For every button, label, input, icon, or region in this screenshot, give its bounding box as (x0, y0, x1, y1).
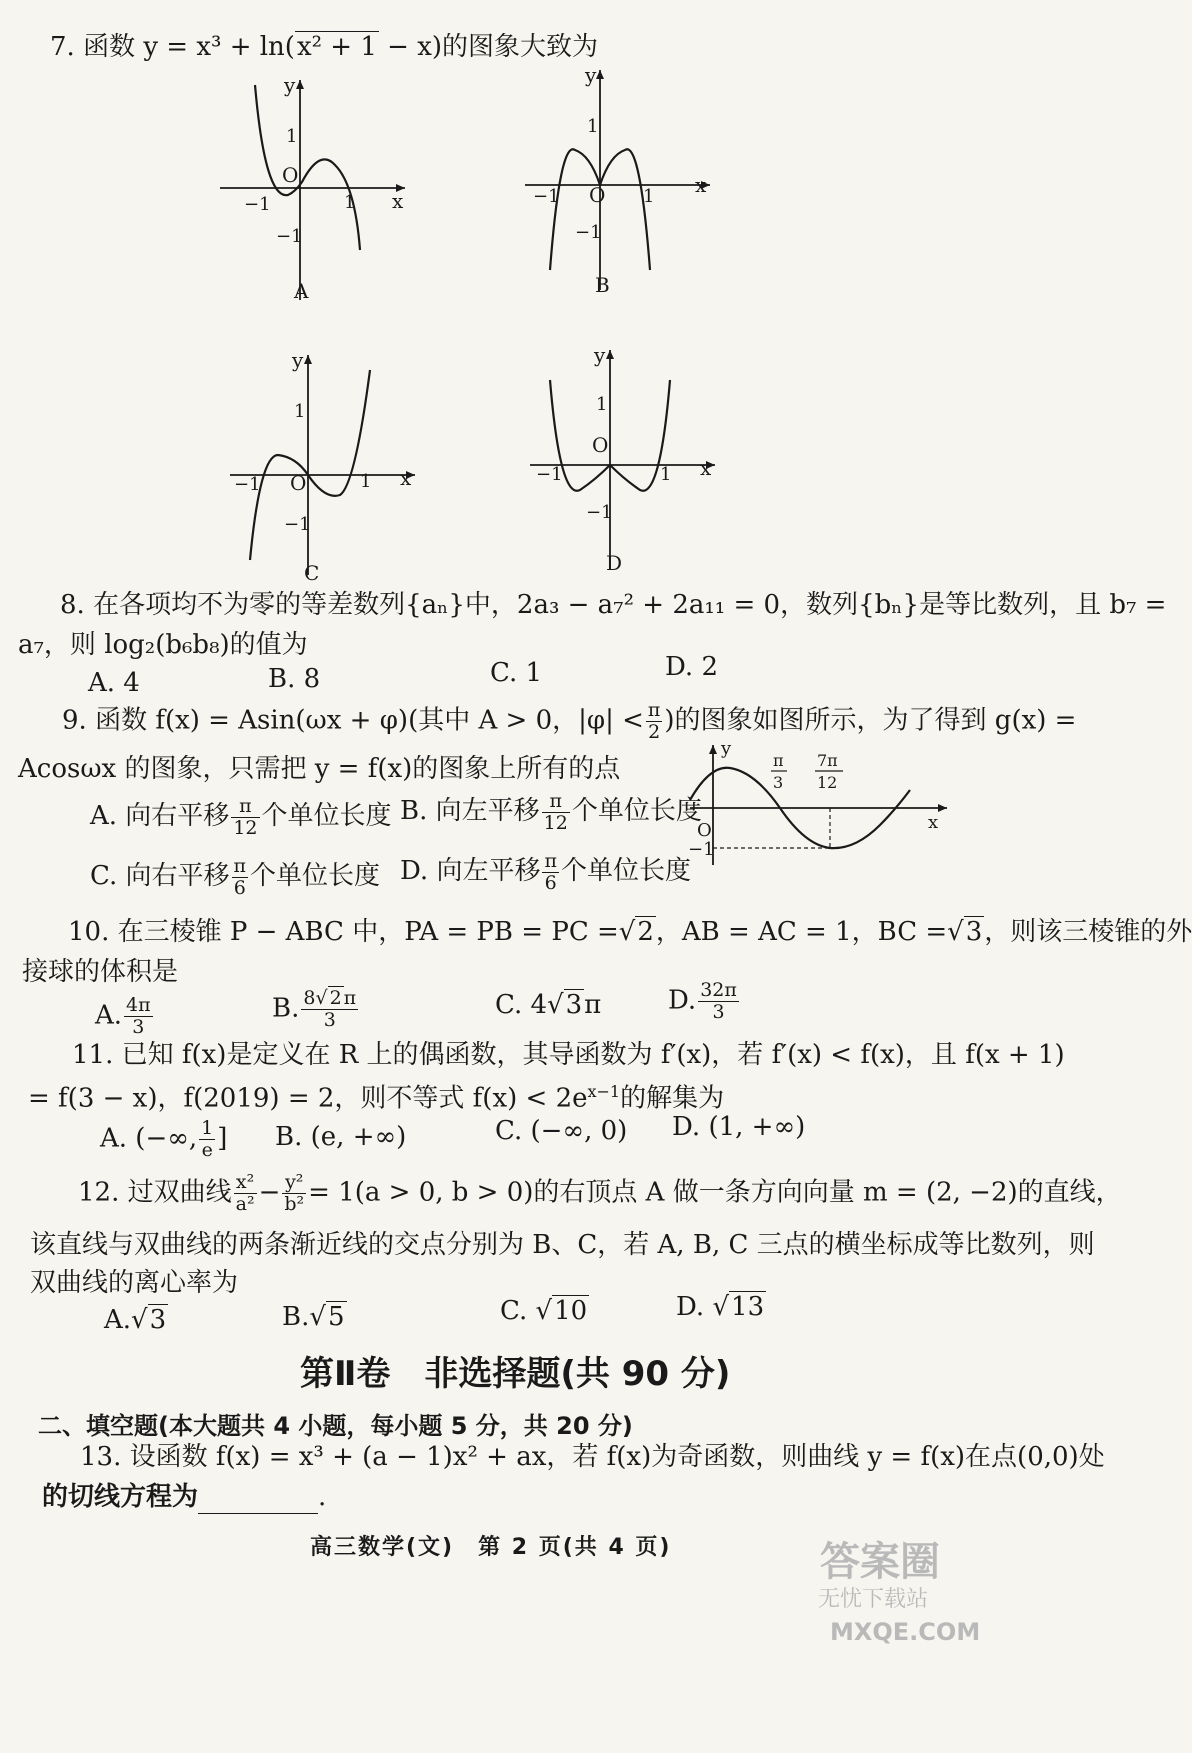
question-11-line1: 11. 已知 f(x)是定义在 R 上的偶函数，其导函数为 f′(x)，若 f′(x) < f(x)，且 f(x + 1) (72, 1040, 1065, 1070)
q12-option-c: C. √10 (500, 1296, 588, 1326)
q11-option-a: A. (−∞, $\frac{1}{e}$ ] (100, 1117, 228, 1161)
tick-label: −1 (536, 464, 563, 485)
graph-label-c: C (304, 561, 320, 585)
graph-c (220, 345, 420, 585)
q9-option-d: D. 向左平移 $\frac{\pi}{6}$ 个单位长度 (400, 849, 691, 894)
fill-in-header: 二、填空题(本大题共 4 小题，每小题 5 分，共 20 分) (38, 1412, 633, 1440)
q11-option-c: C. (−∞, 0) (495, 1116, 628, 1146)
question-10-line2: 接球的体积是 (22, 957, 179, 987)
tick-label: 1 (643, 186, 655, 207)
origin-label: O (697, 820, 712, 841)
q10-option-b: B. $\frac{8√ 2 \pi}{3}$ (272, 987, 357, 1031)
axis-x-label: x (928, 812, 939, 833)
origin-label: O (592, 433, 609, 457)
tick-label: 1 (596, 394, 608, 415)
q10-option-d: D. $\frac{32\pi}{3}$ (668, 979, 737, 1023)
q10-option-c: C. 4√3π (495, 990, 602, 1020)
tick-label: 1 (344, 192, 356, 213)
question-12-line1: 12. 过双曲线 $\frac{\text{x²}}{\text{a²}}$ − $\frac{\text{y²}}{\text{b²}}$ = 1(a > 0, b > 0)的右顶点 A 做一条方向向量 m = (2, −2)的直线， (78, 1171, 1122, 1215)
graph-label-d: D (606, 551, 623, 575)
graph-label-a: A (294, 279, 309, 303)
tick-label: −1 (244, 194, 271, 215)
question-13-line1: 13. 设函数 f(x) = x³ + (a − 1)x² + ax，若 f(x)为奇函数，则曲线 y = f(x)在点(0,0)处 (80, 1442, 1105, 1472)
q9-option-c: C. 向右平移 $\frac{\pi}{6}$ 个单位长度 (90, 854, 381, 899)
tick-label: −1 (533, 186, 560, 207)
axis-y-label: y (585, 63, 597, 87)
page-footer: 高三数学(文) 第 2 页(共 4 页) (310, 1535, 672, 1560)
question-13-line2: 的切线方程为 . (42, 1482, 327, 1512)
axis-y-label: y (292, 348, 304, 372)
graph-d (520, 340, 720, 580)
q8-option-d: D. 2 (665, 652, 718, 682)
question-8-line2: a₇，则 log₂(b₆b₈)的值为 (18, 630, 308, 660)
origin-label: O (290, 471, 307, 495)
axis-x-label: x (695, 173, 707, 197)
origin-label: O (282, 163, 299, 187)
q11-option-b: B. (e, +∞) (275, 1122, 407, 1152)
tick-label: −1 (688, 839, 715, 860)
question-10-line1: 10. 在三棱锥 P − ABC 中，PA = PB = PC =√2，AB = AC = 1，BC =√3，则该三棱锥的外 (68, 917, 1192, 947)
tick-label: 1 (294, 401, 306, 422)
axis-x-label: x (400, 466, 412, 490)
q8-option-a: A. 4 (88, 668, 140, 698)
q8-option-c: C. 1 (490, 658, 543, 688)
origin-label: O (589, 183, 606, 207)
question-12-line2: 该直线与双曲线的两条渐近线的交点分别为 B、C，若 A, B, C 三点的横坐标成等比数列，则 (30, 1230, 1095, 1260)
tick-label: π (773, 751, 784, 770)
tick-label: −1 (575, 222, 602, 243)
q10-option-a: A. $\frac{4\pi}{3}$ (95, 994, 151, 1038)
tick-label: −1 (284, 514, 311, 535)
axis-y-label: y (721, 738, 732, 759)
q12-option-d: D. √13 (676, 1292, 765, 1322)
tick-label: 1 (660, 464, 672, 485)
tick-label: 3 (773, 773, 784, 792)
q9-sine-graph (685, 740, 955, 870)
q12-option-b: B.√5 (282, 1302, 345, 1332)
graph-label-b: B (595, 273, 610, 297)
question-9-line2: Acosωx 的图象，只需把 y = f(x)的图象上所有的点 (18, 754, 621, 784)
tick-label: 7π (817, 751, 838, 770)
question-11-line2: = f(3 − x)，f(2019) = 2，则不等式 $f(x) < 2e^{x-1}$的解集为 (28, 1082, 725, 1114)
q8-option-b: B. 8 (268, 664, 321, 694)
axis-y-label: y (594, 343, 606, 367)
section-title: 第Ⅱ卷 非选择题(共 90 分) (300, 1354, 731, 1394)
graph-b (515, 60, 715, 300)
q11-option-d: D. (1, +∞) (672, 1112, 806, 1142)
tick-label: −1 (234, 474, 261, 495)
tick-label: 1 (360, 471, 372, 492)
axis-x-label: x (700, 456, 712, 480)
tick-label: 12 (817, 773, 838, 792)
q9-option-b: B. 向左平移 $\frac{\pi}{12}$ 个单位长度 (400, 789, 702, 834)
question-12-line3: 双曲线的离心率为 (30, 1268, 239, 1298)
q12-option-a: A.√3 (104, 1305, 167, 1335)
tick-label: −1 (586, 502, 613, 523)
axis-y-label: y (284, 73, 296, 97)
question-7-stem: 7. 函数 y = x³ + ln(x² + 1 − x)的图象大致为 (50, 32, 599, 62)
question-8-line1: 8. 在各项均不为零的等差数列{aₙ}中，2a₃ − a₇² + 2a₁₁ = 0，数列{bₙ}是等比数列，且 b₇ = (60, 590, 1167, 620)
tick-label: −1 (276, 226, 303, 247)
watermark-title: 答案圈 (820, 1539, 940, 1585)
q9-option-a: A. 向右平移 $\frac{\pi}{12}$ 个单位长度 (90, 794, 392, 839)
axis-x-label: x (392, 189, 404, 213)
tick-label: 1 (286, 126, 298, 147)
question-9-line1: 9. 函数 f(x) = Asin(ωx + φ)(其中 A > 0，|φ| < $\frac{\pi}{2}$ )的图象如图所示，为了得到 g(x) = (62, 699, 1077, 743)
watermark-subtitle: 无忧下载站 (818, 1587, 929, 1612)
graph-a (210, 70, 410, 310)
answer-blank[interactable] (198, 1489, 318, 1514)
tick-label: 1 (587, 116, 599, 137)
watermark-url: MXQE.COM (830, 1618, 981, 1646)
